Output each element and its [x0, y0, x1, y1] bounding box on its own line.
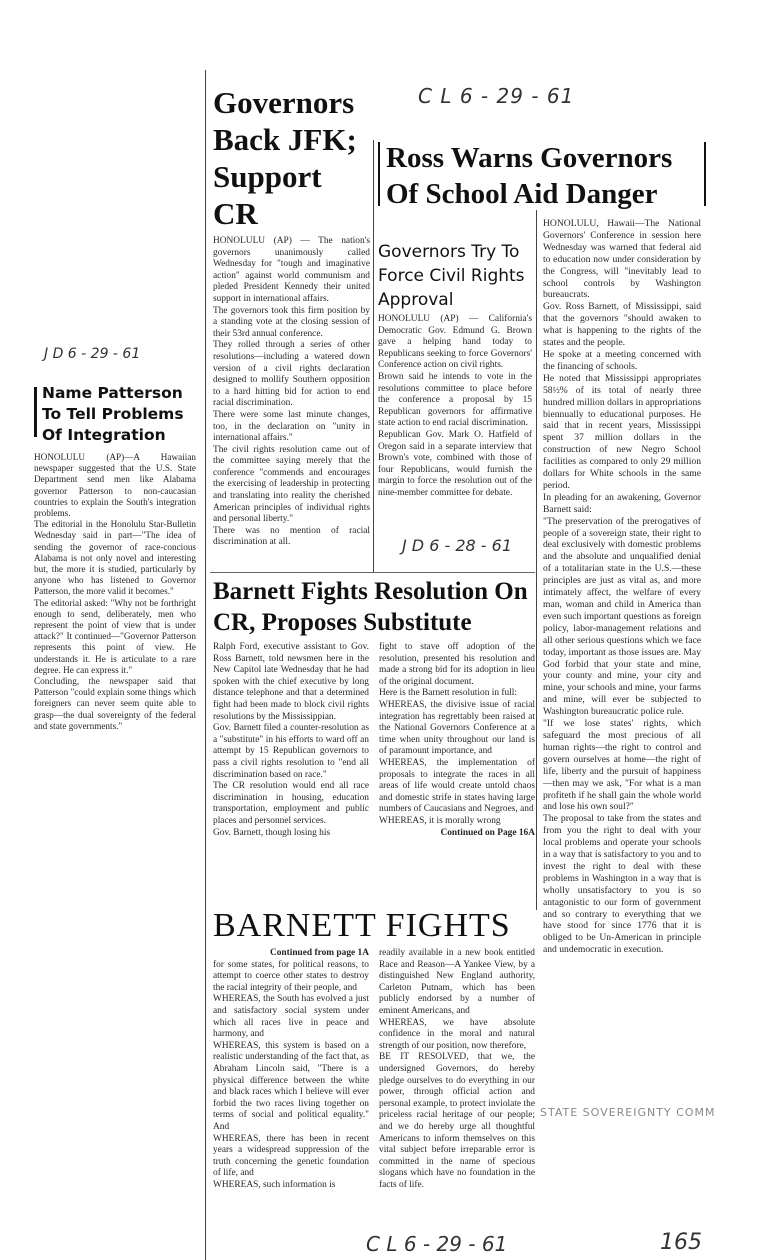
barnett-fights-columns — [213, 642, 535, 839]
barnett-fights-body-right: fight to stave off adoption of the resolution, presented his resolution and made a strong bid for its adoption in lieu of the original document. Here is the Barnett resolution in full: WHEREAS, the divisive issue of racial integration has regrettably been raised at the National Governors Conference at a time when unity throughout our land is of paramount importance, and WHEREAS, the implementation of proposals to integrate the races in all areas of life would create untold chaos and domestic strife in states having large numbers of Caucasians and Negroes, and WHEREAS, it is morally wrong — [379, 642, 535, 826]
column-rule-main — [205, 70, 206, 1260]
patterson-bar — [34, 387, 37, 437]
continued-from-label: Continued from page 1A — [269, 948, 369, 958]
patterson-headline: Name Patterson To Tell Problems Of Integration — [42, 384, 184, 444]
barnett-cont-columns — [213, 948, 535, 1191]
column-rule-ross — [536, 210, 537, 910]
sovereignty-stamp: STATE SOVEREIGNTY COMM — [540, 1106, 716, 1119]
continued-on-label: Continued on Page 16A — [440, 827, 535, 838]
patterson-article — [34, 383, 196, 732]
barnett-fights-headline: Barnett Fights Resolution On CR, Proposes Substitute — [213, 578, 528, 636]
ross-warns-article — [378, 140, 706, 212]
ross-bar-right — [704, 142, 706, 206]
governors-back-body: HONOLULU (AP) — The nation's governors unanimously called Wednesday for "tough and imaginative action" against world communism and pleded President Kennedy their united support in international affairs. The governors took this firm position by a standing vote at the closing session of their 53rd annual conference. They rolled through a series of other resolutions—including a watered down version of a civil rights declaration designed to mollify Southern opposition to a hard hitting bid for action to end racial discrimination. There were some last minute changes, too, in the declaration on "unity in international affairs." The civil rights resolution came out of the committee saying merely that the conference "commends and encourages the exercising of leadership in protecting and translating into reality the cherished American principles of individual rights and personal liberty." There was no mention of racial discrimination at all. — [213, 236, 370, 548]
ross-warns-body-column — [543, 218, 701, 956]
barnett-fights-body-left: Ralph Ford, executive assistant to Gov. Ross Barnett, told newsmen here in the New Capitol late Wednesday that he had spoken with the chief executive by long distance telephone and that a determined fight had been made to block civil rights resolutions by the Mississippian. Gov. Barnett filed a counter-resolution as a "substitute" in his efforts to ward off an attempt by 15 Republican governors to pass a civil rights resolution to "end all discrimination based on race." The CR resolution would end all race discrimination in housing, education transportation, employment and public places and personnel services. Gov. Barnett, though losing his — [213, 642, 369, 838]
governors-back-headline: Governors Back JFK; Support CR — [213, 85, 357, 231]
governors-try-body: HONOLULU (AP) — California's Democratic Gov. Edmund G. Brown gave a helping hand today to Republicans seeking to force Governors' Conference action on civil rights. Brown said he intends to vote in the resolutions committee to place before the conference a proposal by 15 Republican governors for affirmative state action to end racial discrimination. Republican Gov. Mark O. Hatfield of Oregon said in a separate interview that Brown's vote, combined with those of four Republicans, would furnish the margin to force the resolution out of the nine-member committee for debate. — [378, 314, 532, 498]
barnett-cont-headline: BARNETT FIGHTS — [213, 907, 511, 944]
column-rule-cr — [373, 140, 374, 572]
handwritten-page-number: 165 — [660, 1230, 702, 1255]
handwritten-date-bottom: C L 6 - 29 - 61 — [366, 1232, 508, 1256]
ross-warns-body: HONOLULU, Hawaii—The National Governors' Conference in session here Wednesday was warned that federal aid to education now under consideration by the Congress, will "inevitably lead to school controls by Washington bureaucrats. Gov. Ross Barnett, of Mississippi, said that the governors "should awaken to what is happening to the rights of the states and the people. He spoke at a meeting concerned with the financing of schools. He noted that Mississippi appropriates 58½% of its total of nearly three hundred million dollars in appropriations biennually to educational purposes. He said that in recent years, Mississippi spent 37 million dollars in the construction of new Negro School facilities as compared to only 29 million dollars for White schools in the same period. In pleading for an awakening, Governor Barnett said: "The preservation of the prerogatives of people of a sovereign state, their right to deal exclusively with domestic problems and the absolute and unqualified denial of a totalitarian state in the U.S.—these principles are just as vital as, and more intimately affect, the welfare of every man, woman and child in America than even such important questions as foreign policy, labor-management relations and all other serious questions which we face today, important as those issues are. May God forbid that your state and mine, your county and mine, your city and mine, your schools and mine, your farms and mine, will ever be subjected to Washington bureaucratic police rule. "If we lose states' rights, which safeguard the most precious of all human rights—the right to control and govern ourselves at home—the right of life, liberty and the pursuit of happiness—then may we ask, "For what is a man profiteth if he shall gain the whole world and lose his own soul?" The proposal to take from the states and from you the right to deal with your local problems and operate your schools in a way that is satisfactory to you and to invest the right to deal with these problems in Washington in a way that is wholly unsatisfactory to you is so antagonistic to our form of government and so contrary to everything that we have stood for since 1776 that it is obliged to be Un-American in principle and undemocratic in execution. — [543, 218, 701, 956]
handwritten-date-top: C L 6 - 29 - 61 — [418, 84, 575, 108]
barnett-cont-body-right: readily available in a new book entitled Race and Reason—A Yankee View, by a distinguished New England authority, Carleton Putnam, which has been publicly endorsed by a number of eminent Americans, and WHEREAS, we have absolute confidence in the moral and natural strength of our position, now therefore, BE IT RESOLVED, that we, the undersigned Governors, do hereby pledge ourselves to do everything in our power, through official action and personal example, to protect inviolate the priceless racial heritage of our people; and we do hereby urge all thoughtful Americans to inform themselves on this vital subject before irreparable error is committed in the name of specious slogans which have no foundation in the facts of life. — [379, 948, 535, 1190]
section-divider-barnett — [210, 572, 535, 573]
handwritten-date-left: J D 6 - 29 - 61 — [44, 346, 141, 362]
handwritten-date-gov-try: J D 6 - 28 - 61 — [402, 536, 512, 555]
barnett-cont-article — [213, 906, 535, 1191]
barnett-cont-body-left: for some states, for political reasons, to attempt to coerce other states to destroy the racial integrity of their people, and WHEREAS, the South has evolved a just and satisfactory social system under which all races live in peace and harmony, and WHEREAS, this system is based on a realistic understanding of the fact that, as Abraham Lincoln said, "There is a physical difference between the white and black races which I believe will ever forbid the two races living together on terms of social and political equality." And WHEREAS, there has been in recent years a widespread suppression of the truth concerning the genetic foundation of life, and WHEREAS, such information is — [213, 959, 369, 1190]
governors-try-headline: Governors Try To Force Civil Rights Approval — [378, 242, 525, 310]
patterson-body: HONOLULU (AP)—A Hawaiian newspaper suggested that the U.S. State Department send men like Alabama governor Patterson to non-caucasian countries to explain the South's integration problems. The editorial in the Honolulu Star-Bulletin Wednesday said in part—"The idea of sending the governor of race-concious Alabama is not only novel and interesting but, the more it is studied, particularly by anyone who has listened to Governor Patterson, the more valid it becomes." The editorial asked: "Why not be forthright enough to send, deliberately, men who represent the point of view that is under attack?" It continued—"Governor Patterson represents this point of view. He understands it. He is articulate to a rare degree. He can express it." Concluding, the newspaper said that Patterson "could explain some things which foreigners can never seem quite able to grasp—the dual sovereignty of the federal and state governments." — [34, 452, 196, 731]
governors-back-article — [213, 84, 370, 549]
governors-try-article — [378, 240, 532, 500]
barnett-cont-left-column — [213, 948, 369, 1191]
barnett-fights-article — [213, 576, 535, 839]
ross-bar-left — [378, 142, 380, 206]
ross-warns-headline: Ross Warns Governors Of School Aid Danger — [386, 142, 673, 210]
barnett-fights-right-column — [379, 642, 535, 839]
